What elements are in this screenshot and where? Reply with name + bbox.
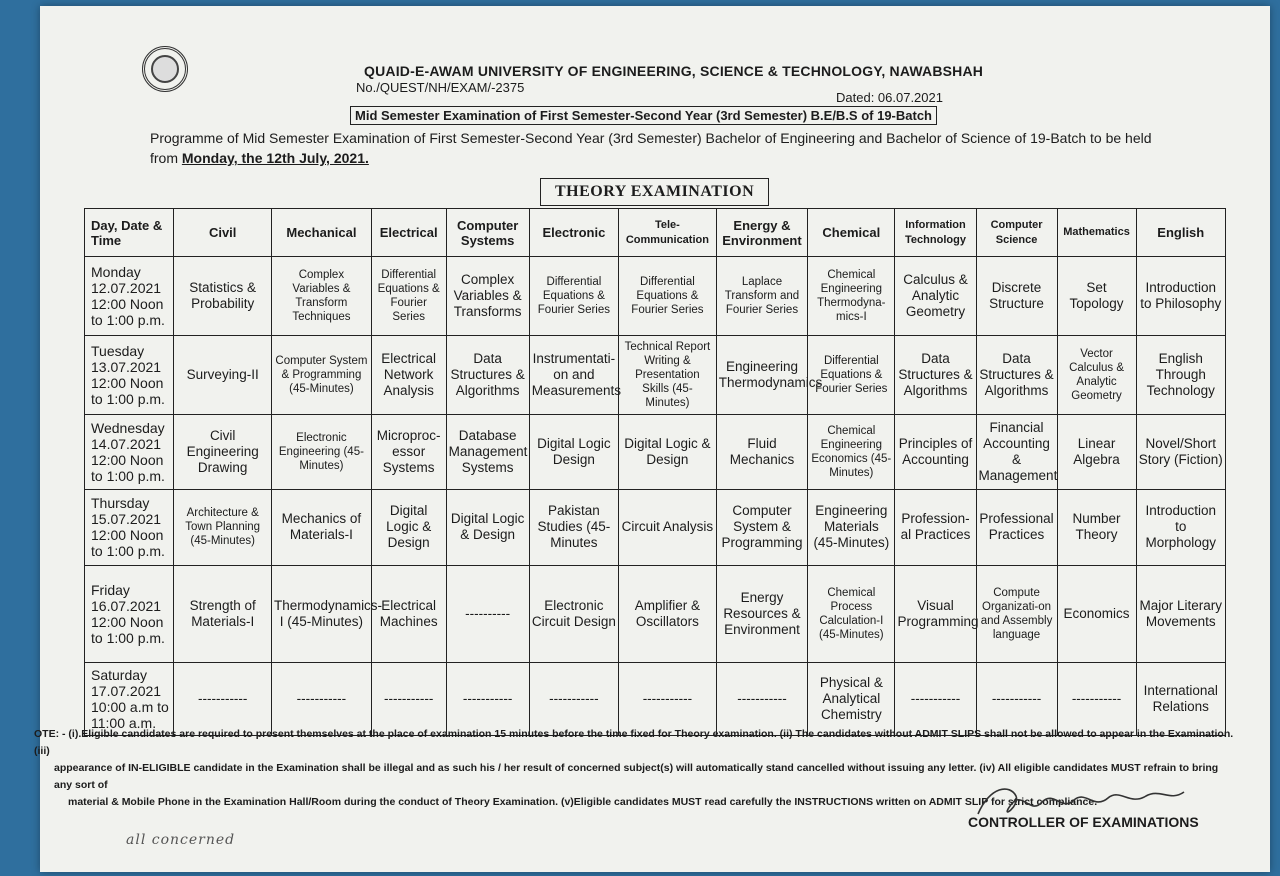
col-header-it: Information Technology <box>895 209 976 257</box>
subject-cell: Fluid Mechanics <box>716 415 807 490</box>
programme-text <box>150 128 1160 168</box>
col-header-telecommunication: Tele-Communication <box>619 209 717 257</box>
exam-timetable <box>84 208 1226 736</box>
subject-cell: Data Structures & Algorithms <box>976 336 1057 415</box>
subject-cell: ----------- <box>716 662 807 735</box>
subject-cell: Visual Programming <box>895 565 976 662</box>
col-header-electrical: Electrical <box>371 209 446 257</box>
subject-cell: Financial Accounting & Management <box>976 415 1057 490</box>
table-row <box>85 565 1226 662</box>
subject-cell: Differential Equations & Fourier Series <box>619 257 717 336</box>
subject-cell: ----------- <box>446 662 529 735</box>
university-seal-icon <box>142 46 188 92</box>
notice-date: Dated: 06.07.2021 <box>836 90 943 105</box>
subject-cell: Data Structures & Algorithms <box>446 336 529 415</box>
day-date-cell: Monday 12.07.2021 12:00 Noon to 1:00 p.m. <box>85 257 174 336</box>
subject-cell: ----------- <box>1057 662 1136 735</box>
note-line-1: OTE: - (i).Eligible candidates are required to present themselves at the place of examination 15 minutes before the time fixed for Theory examination. (ii) The candidates without ADMIT SLIPS shall not be allowed to appear in the Examination.(iii) <box>34 728 1234 757</box>
subject-cell: ----------- <box>174 662 272 735</box>
table-row <box>85 257 1226 336</box>
subject-cell: Differential Equations & Fourier Series <box>808 336 895 415</box>
subject-cell: Civil Engineering Drawing <box>174 415 272 490</box>
subject-cell: English Through Technology <box>1136 336 1225 415</box>
exam-subtitle: Mid Semester Examination of First Semester-Second Year (3rd Semester) B.E/B.S of 19-Batch <box>350 106 937 125</box>
subject-cell: Major Literary Movements <box>1136 565 1225 662</box>
subject-cell: Instrumentati-on and Measurements <box>529 336 618 415</box>
subject-cell: Thermodynamics-I (45-Minutes) <box>272 565 372 662</box>
subject-cell: Novel/Short Story (Fiction) <box>1136 415 1225 490</box>
subject-cell: ----------- <box>895 662 976 735</box>
theory-exam-title: THEORY EXAMINATION <box>540 178 769 206</box>
subject-cell: Mechanics of Materials-I <box>272 490 372 565</box>
subject-cell: Number Theory <box>1057 490 1136 565</box>
subject-cell: Digital Logic & Design <box>371 490 446 565</box>
day-date-cell: Wednesday 14.07.2021 12:00 Noon to 1:00 p.m. <box>85 415 174 490</box>
subject-cell: Compute Organizati-on and Assembly language <box>976 565 1057 662</box>
col-header-english: English <box>1136 209 1225 257</box>
subject-cell: Strength of Materials-I <box>174 565 272 662</box>
subject-cell: Chemical Engineering Thermodyna-mics-I <box>808 257 895 336</box>
subject-cell: Linear Algebra <box>1057 415 1136 490</box>
exam-notice-document <box>34 6 1270 872</box>
programme-intro: Programme of Mid Semester Examination of First Semester-Second Year (3rd Semester) Bachelor of Engineering and Bachelor of Science of 19-Batch to be held from <box>150 130 1152 166</box>
subject-cell: ----------- <box>371 662 446 735</box>
subject-cell: Pakistan Studies (45-Minutes <box>529 490 618 565</box>
subject-cell: Physical & Analytical Chemistry <box>808 662 895 735</box>
col-header-day: Day, Date & Time <box>85 209 174 257</box>
subject-cell: Digital Logic & Design <box>446 490 529 565</box>
table-row <box>85 415 1226 490</box>
table-row <box>85 662 1226 735</box>
subject-cell: Surveying-II <box>174 336 272 415</box>
subject-cell: Chemical Process Calculation-I (45-Minutes) <box>808 565 895 662</box>
subject-cell: ----------- <box>976 662 1057 735</box>
day-date-cell: Friday 16.07.2021 12:00 Noon to 1:00 p.m. <box>85 565 174 662</box>
subject-cell: Database Management Systems <box>446 415 529 490</box>
subject-cell: Digital Logic & Design <box>619 415 717 490</box>
subject-cell: ----------- <box>529 662 618 735</box>
subject-cell: Data Structures & Algorithms <box>895 336 976 415</box>
subject-cell: Profession-al Practices <box>895 490 976 565</box>
subject-cell: ---------- <box>446 565 529 662</box>
subject-cell: Statistics & Probability <box>174 257 272 336</box>
subject-cell: Professional Practices <box>976 490 1057 565</box>
subject-cell: Vector Calculus & Analytic Geometry <box>1057 336 1136 415</box>
subject-cell: Amplifier & Oscillators <box>619 565 717 662</box>
col-header-computer-systems: Computer Systems <box>446 209 529 257</box>
handwritten-note: all concerned <box>126 832 236 848</box>
subject-cell: Chemical Engineering Economics (45-Minutes) <box>808 415 895 490</box>
note-line-2: appearance of IN-ELIGIBLE candidate in the Examination shall be illegal and as such his / her result of concerned subject(s) will automatically stand cancelled without issuing any letter. (iv) All eligible candidates MUST refrain to bring any sort of <box>54 762 1219 791</box>
subject-cell: Discrete Structure <box>976 257 1057 336</box>
col-header-chemical: Chemical <box>808 209 895 257</box>
subject-cell: Engineering Thermodynamics <box>716 336 807 415</box>
subject-cell: Differential Equations & Fourier Series <box>371 257 446 336</box>
header-row <box>85 209 1226 257</box>
col-header-mathematics: Mathematics <box>1057 209 1136 257</box>
table-row <box>85 490 1226 565</box>
col-header-mechanical: Mechanical <box>272 209 372 257</box>
subject-cell: Electronic Circuit Design <box>529 565 618 662</box>
subject-cell: Complex Variables & Transform Techniques <box>272 257 372 336</box>
col-header-civil: Civil <box>174 209 272 257</box>
subject-cell: Circuit Analysis <box>619 490 717 565</box>
subject-cell: Technical Report Writing & Presentation Skills (45-Minutes) <box>619 336 717 415</box>
subject-cell: Economics <box>1057 565 1136 662</box>
subject-cell: Electrical Network Analysis <box>371 336 446 415</box>
programme-start-date: Monday, the 12th July, 2021. <box>181 150 369 166</box>
col-header-energy: Energy & Environment <box>716 209 807 257</box>
col-header-electronic: Electronic <box>529 209 618 257</box>
subject-cell: Digital Logic Design <box>529 415 618 490</box>
subject-cell: Engineering Materials (45-Minutes) <box>808 490 895 565</box>
day-date-cell: Thursday 15.07.2021 12:00 Noon to 1:00 p.m. <box>85 490 174 565</box>
day-date-cell: Tuesday 13.07.2021 12:00 Noon to 1:00 p.m. <box>85 336 174 415</box>
subject-cell: Computer System & Programming <box>716 490 807 565</box>
subject-cell: Electronic Engineering (45-Minutes) <box>272 415 372 490</box>
reference-number: No./QUEST/NH/EXAM/-2375 <box>356 80 525 95</box>
subject-cell: Laplace Transform and Fourier Series <box>716 257 807 336</box>
subject-cell: ----------- <box>272 662 372 735</box>
controller-title: CONTROLLER OF EXAMINATIONS <box>968 814 1199 830</box>
subject-cell: Electrical Machines <box>371 565 446 662</box>
subject-cell: Differential Equations & Fourier Series <box>529 257 618 336</box>
table-row <box>85 336 1226 415</box>
subject-cell: Energy Resources & Environment <box>716 565 807 662</box>
subject-cell: Introduction to Morphology <box>1136 490 1225 565</box>
subject-cell: Principles of Accounting <box>895 415 976 490</box>
subject-cell: Computer System & Programming (45-Minutes) <box>272 336 372 415</box>
subject-cell: Calculus & Analytic Geometry <box>895 257 976 336</box>
subject-cell: Complex Variables & Transforms <box>446 257 529 336</box>
university-name: QUAID-E-AWAM UNIVERSITY OF ENGINEERING, SCIENCE & TECHNOLOGY, NAWABSHAH <box>364 63 984 79</box>
subject-cell: Microproc-essor Systems <box>371 415 446 490</box>
subject-cell: Introduction to Philosophy <box>1136 257 1225 336</box>
subject-cell: Set Topology <box>1057 257 1136 336</box>
col-header-cs: Computer Science <box>976 209 1057 257</box>
note-line-3: material & Mobile Phone in the Examination Hall/Room during the conduct of Theory Examination. (v)Eligible candidates MUST read carefully the INSTRUCTIONS written on ADMIT SLIP for strict compliance. <box>68 796 1098 808</box>
subject-cell: Architecture & Town Planning (45-Minutes) <box>174 490 272 565</box>
subject-cell: International Relations <box>1136 662 1225 735</box>
subject-cell: ----------- <box>619 662 717 735</box>
day-date-cell: Saturday 17.07.2021 10:00 a.m to 11:00 a.m. <box>85 662 174 735</box>
